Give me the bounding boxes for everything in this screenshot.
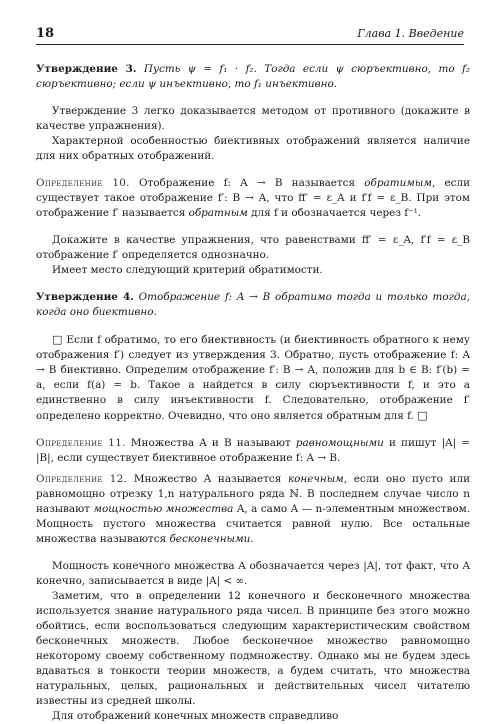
definition-11 xyxy=(36,436,470,466)
definition-12-text-d: . xyxy=(250,533,254,545)
paragraph-7: Для отображений конечных множеств справедливо xyxy=(52,710,339,722)
paragraph-1: Утверждение 3 легко доказывается методом от противного (докажите в качестве упражнения). xyxy=(36,105,470,132)
paragraph-5: Мощность конечного множества A обозначается через |A|, тот факт, что A конечно, записывается в виде |A| < ∞. xyxy=(36,560,470,587)
definition-10 xyxy=(36,176,470,221)
page-header xyxy=(36,24,464,45)
definition-10-label: Определение 10. xyxy=(36,177,130,189)
definition-12-label: Определение 12. xyxy=(36,473,128,485)
page-body xyxy=(36,62,470,724)
proof-text: Если f обратимо, то его биективность (и биективность обратного к нему отображения f′) следует из утверждения 3. Обратно, пусть отображение f: A → B биективно. Определим отображение f′: B → A, положив для b ∈ B: f′(b) = a, если f(a) = b. Такое a найдется в силу сюръективности f, и это a единственно в силу инъективности f. Следовательно, отображение f′ определено корректно. Очевидно, что оно является обратным для f. xyxy=(36,334,470,422)
paragraph-6: Заметим, что в определении 12 конечного и бесконечного множества используется знание натурального ряда чисел. В принципе без этого можно обойтись, если воспользоваться следующим характеристическим свойством бесконечных множеств. Любое бесконечное множество равномощно некоторому своему собственному подмножеству. Однако мы не будем здесь вдаваться в тонкости теории множеств, а будем считать, что множества натуральных, целых, рациональных и действительных чисел читателю известны из средней школы. xyxy=(36,590,470,707)
definition-12-term-c: бесконечными xyxy=(169,533,251,545)
definition-12 xyxy=(36,472,470,547)
running-head: Глава 1. Введение xyxy=(357,27,464,40)
proof-block xyxy=(36,332,470,424)
definition-12-term-b: мощностью множества xyxy=(93,503,234,515)
definition-10-text-c: для f и обозначается через f⁻¹. xyxy=(247,207,422,219)
definition-11-text-b: и пишут |A| = |B|, если существует биективное отображение f: A → B. xyxy=(36,437,470,464)
statement-3 xyxy=(36,62,470,92)
paragraph-3: Докажите в качестве упражнения, что равенствами ff′ = ε_A, f′f = ε_B отображение f′ определяется однозначно. xyxy=(36,234,470,261)
statement-4-label: Утверждение 4. xyxy=(36,291,134,303)
statement-4 xyxy=(36,290,470,320)
definition-12-term-a: конечным xyxy=(287,473,344,485)
statement-3-text: Пусть ψ = f₁ · f₂. Тогда если ψ сюръективно, то f₂ сюръективно; если ψ инъективно, то f₁ инъективно. xyxy=(36,63,470,90)
statement-3-label: Утверждение 3. xyxy=(36,63,137,75)
definition-12-text-c: A, а само A — n-элементным множеством. Мощность пустого множества считается равной нулю. Все остальные множества называются xyxy=(36,503,470,545)
proof-close-square: □ xyxy=(417,409,428,422)
definition-11-label: Определение 11. xyxy=(36,437,126,449)
definition-12-text-b: , если оно пусто или равномощно отрезку 1,n натурального ряда ℕ. В последнем случае число n называют xyxy=(36,473,470,515)
definition-12-text-a: Множество A называется xyxy=(133,473,288,485)
page-number: 18 xyxy=(36,26,55,41)
definition-10-text-a: Отображение f: A → B называется xyxy=(139,177,365,189)
definition-11-text-a: Множества A и B называют xyxy=(130,437,296,449)
definition-11-term: равномощными xyxy=(295,437,384,449)
statement-4-text: Отображение f: A → B обратимо тогда и только тогда, когда оно биективно. xyxy=(36,291,471,318)
definition-10-text-b: , если существует такое отображение f′: B → A, что ff′ = ε_A и f′f = ε_B. При этом отображение f′ называется xyxy=(36,177,471,219)
definition-10-term-b: обратным xyxy=(188,207,248,219)
paragraph-2: Характерной особенностью биективных отображений является наличие для них обратных отображений. xyxy=(36,135,470,162)
paragraph-4: Имеет место следующий критерий обратимости. xyxy=(52,264,323,276)
definition-10-term-a: обратимым xyxy=(364,177,432,189)
proof-open-square: □ xyxy=(52,333,63,346)
